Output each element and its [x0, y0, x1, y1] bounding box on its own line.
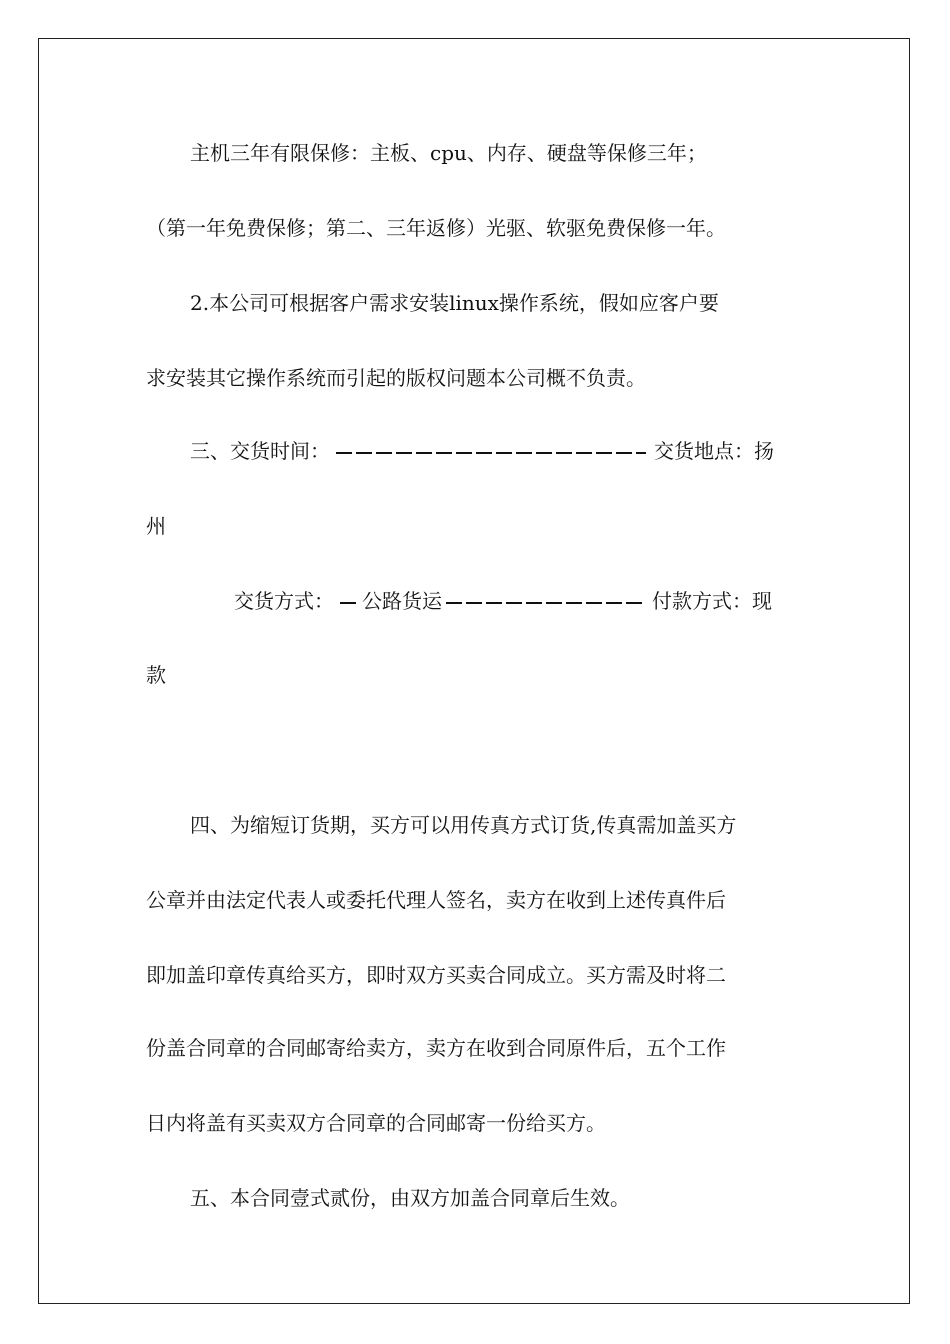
delivery-time-label: 三、交货时间： — [190, 439, 330, 463]
warranty-line-2: （第一年免费保修；第二、三年返修）光驱、软驱免费保修一年。 — [146, 216, 726, 240]
warranty-line-1: 主机三年有限保修：主板、cpu、内存、硬盘等保修三年； — [190, 141, 707, 165]
delivery-time-blank — [334, 444, 646, 458]
effectiveness-clause: 五、本合同壹式贰份，由双方加盖合同章后生效。 — [190, 1186, 630, 1210]
os-clause-line-1: 2.本公司可根据客户需求安装linux操作系统，假如应客户要 — [190, 291, 719, 315]
delivery-method-label: 交货方式： — [234, 589, 334, 613]
fax-order-line-1: 四、为缩短订货期，买方可以用传真方式订货,传真需加盖买方 — [190, 813, 737, 837]
fax-order-line-3: 即加盖印章传真给买方，即时双方买卖合同成立。买方需及时将二 — [146, 963, 726, 987]
fax-order-line-5: 日内将盖有买卖双方合同章的合同邮寄一份给买方。 — [146, 1111, 606, 1135]
os-clause-line-2: 求安装其它操作系统而引起的版权问题本公司概不负责。 — [146, 366, 646, 390]
delivery-place-continuation: 州 — [146, 514, 166, 538]
payment-method-label: 付款方式：现 — [652, 589, 772, 613]
delivery-method-line — [234, 588, 772, 614]
delivery-method-blank-after — [444, 594, 644, 608]
fax-order-line-2: 公章并由法定代表人或委托代理人签名，卖方在收到上述传真件后 — [146, 888, 726, 912]
fax-order-line-4: 份盖合同章的合同邮寄给卖方，卖方在收到合同原件后，五个工作 — [146, 1036, 726, 1060]
delivery-place-label: 交货地点：扬 — [654, 439, 774, 463]
delivery-time-line — [190, 438, 774, 464]
delivery-method-blank-before — [338, 594, 360, 608]
payment-method-continuation: 款 — [146, 663, 166, 687]
delivery-method-value: 公路货运 — [362, 589, 442, 613]
